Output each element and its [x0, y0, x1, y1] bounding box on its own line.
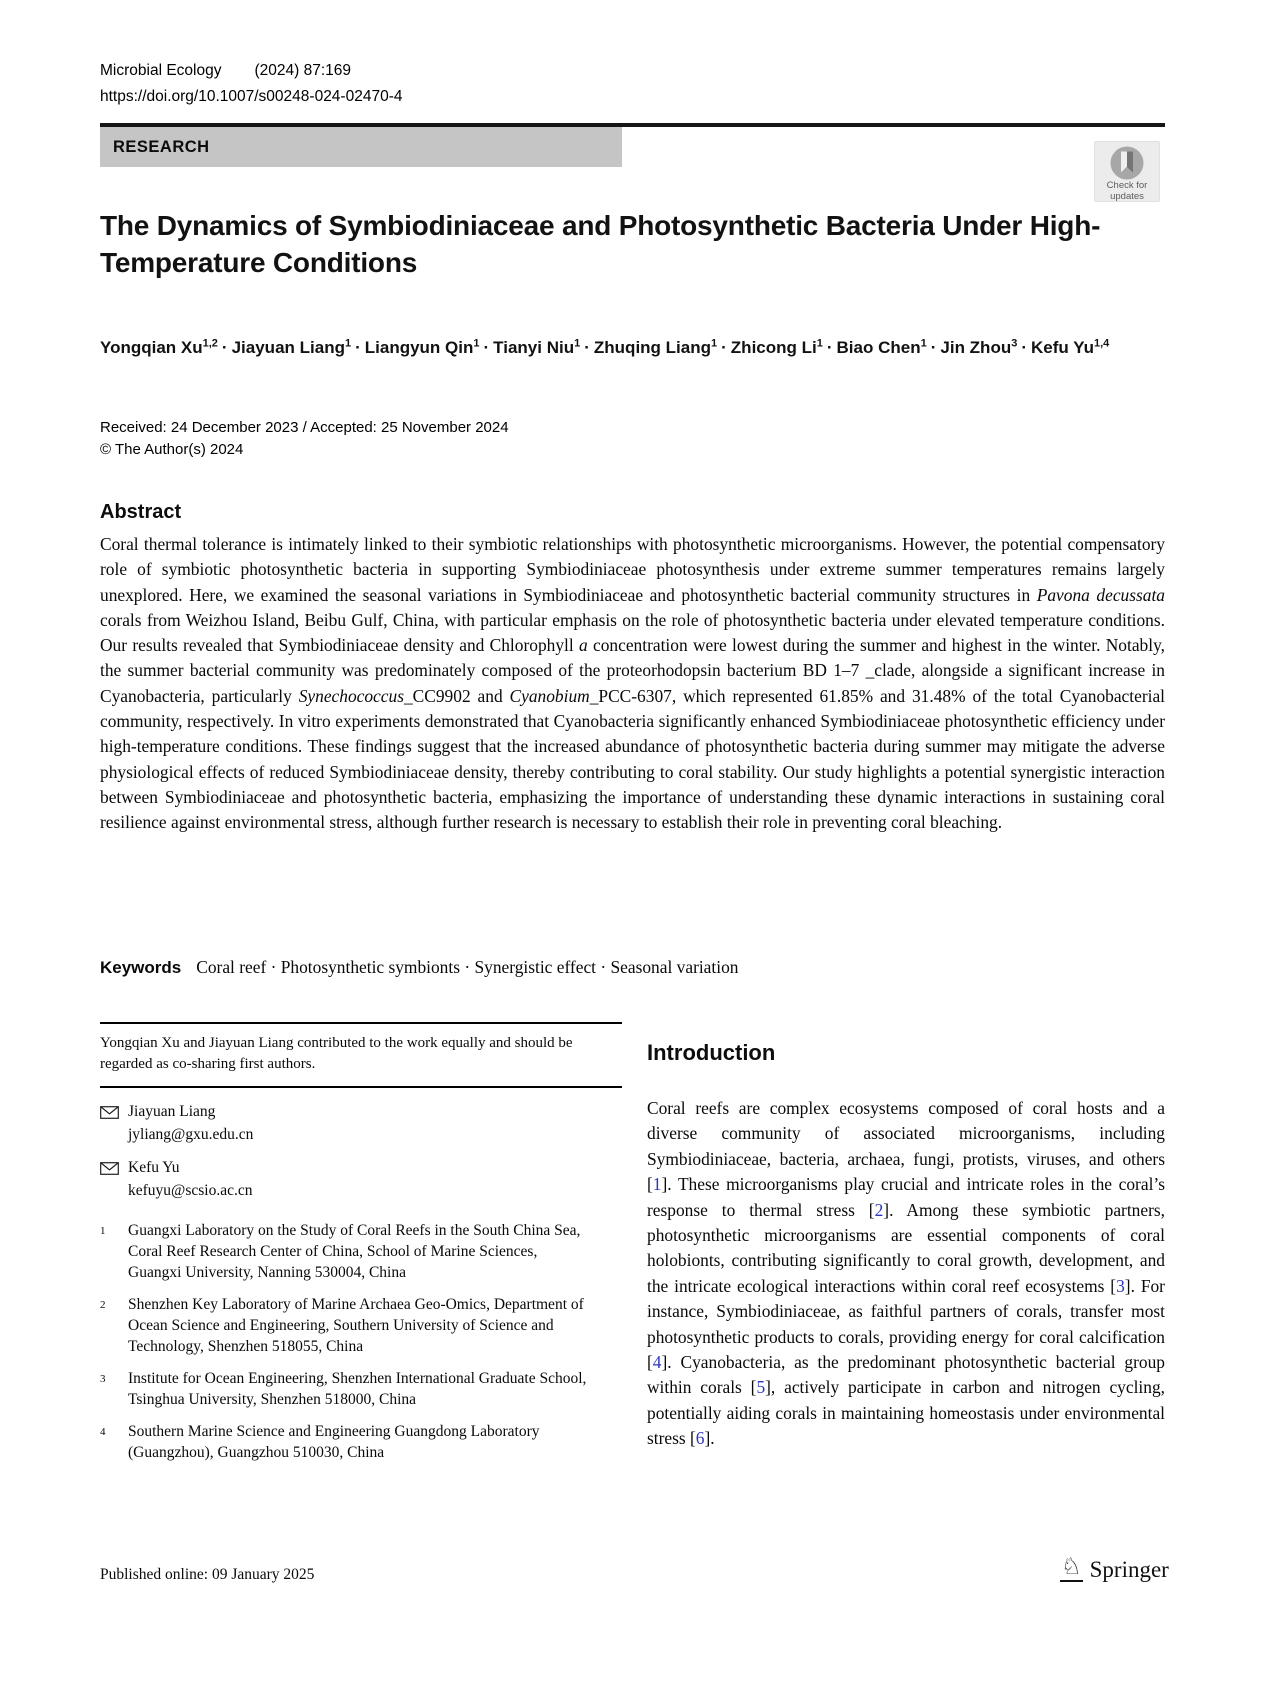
check-for-updates-badge[interactable] [1094, 141, 1160, 202]
citation-link-4[interactable]: 4 [652, 1352, 662, 1373]
author: Jin Zhou$^3$ [940, 337, 1018, 357]
citation-link-6[interactable]: 6 [695, 1428, 705, 1449]
footnote-column [100, 1022, 622, 1474]
badge-text-line1: Check for [1106, 180, 1148, 191]
keywords-list: Coral reef · Photosynthetic symbionts · Synergistic effect · Seasonal variation [196, 957, 739, 977]
introduction-text: Coral reefs are complex ecosystems composed of coral hosts and a diverse community of associated microorganisms, including Symbiodiniaceae, bacteria, archaea, fungi, protists, viruses, and others [1]. These microorganisms play crucial and intricate roles in the coral’s response to thermal stress [2]. Among these symbiotic partners, photosynthetic microorganisms are essential components of coral holobionts, contributing significantly to coral growth, development, and the intricate ecological interactions within coral reef ecosystems [3]. For instance, Symbiodiniaceae, as faithful partners of corals, transfer most photosynthetic products to corals, providing energy for coral calcification [4]. Cyanobacteria, as the predominant photosynthetic bacterial group within corals [5], actively participate in carbon and nitrogen cycling, potentially aiding corals in maintaining homeostasis under environmental stress [6]. [647, 1098, 1165, 1449]
chlorophyll-a-italic: a [579, 635, 588, 656]
affiliation-item [100, 1368, 622, 1410]
footnote-rule-second [100, 1086, 622, 1088]
correspondence-block [128, 1102, 253, 1145]
envelope-icon [100, 1102, 128, 1145]
affiliation-item [100, 1220, 622, 1283]
affiliation-item [100, 1294, 622, 1357]
species-name-italic: Pavona decussata [1036, 584, 1166, 605]
genus-name-italic: Cyanobium [509, 685, 590, 706]
received-accepted-dates: Received: 24 December 2023 / Accepted: 25 November 2024 [100, 419, 509, 436]
affiliation-number: 1 [100, 1225, 106, 1237]
corresponding-author-name: Kefu Yu [128, 1159, 180, 1176]
affiliation-text: Southern Marine Science and Engineering Guangdong Laboratory (Guangzhou), Guangzhou 510030, China [128, 1423, 540, 1461]
crossmark-bookmark-icon [1109, 145, 1145, 181]
author: Jiayuan Liang$^1$ [231, 337, 352, 357]
author-separator: · [355, 337, 361, 357]
introduction-heading: Introduction [647, 1040, 776, 1065]
author-list [100, 331, 1165, 360]
corresponding-author-name: Jiayuan Liang [128, 1103, 216, 1120]
citation-link-1[interactable]: 1 [652, 1174, 662, 1195]
doi-link[interactable]: https://doi.org/10.1007/s00248-024-02470-4 [100, 88, 403, 105]
author: Yongqian Xu$^{1,2}$ [100, 337, 218, 357]
correspondence-entry [100, 1102, 622, 1145]
article-type-label: RESEARCH [113, 138, 210, 156]
author-separator: · [930, 337, 937, 357]
journal-name: Microbial Ecology [100, 62, 222, 79]
author-separator: · [584, 337, 590, 357]
journal-issue: (2024) 87:169 [254, 62, 351, 79]
copyright-line: © The Author(s) 2024 [100, 441, 244, 458]
affiliation-number: 2 [100, 1299, 106, 1311]
author: Zhicong Li$^1$ [730, 337, 823, 357]
article-title: The Dynamics of Symbiodiniaceae and Photosynthetic Bacteria Under High-Temperature Conditions [100, 210, 1101, 278]
abstract-text: Coral thermal tolerance is intimately linked to their symbiotic relationships with photosynthetic microorganisms. However, the potential compensatory role of symbiotic photosynthetic bacteria in supporting Symbiodiniaceae photosynthesis under extreme summer temperatures remains largely unexplored. Here, we examined the seasonal variations in Symbiodiniaceae and photosynthetic bacterial community structures in Pavona decussata corals from Weizhou Island, Beibu Gulf, China, with particular emphasis on the role of photosynthetic bacteria under elevated temperature conditions. Our results revealed that Symbiodiniaceae density and Chlorophyll a concentration were lowest during the summer and highest in the winter. Notably, the summer bacterial community was predominately composed of the proteorhodopsin bacterium BD 1–7 _clade, alongside a significant increase in Cyanobacteria, particularly Synechococcus_CC9902 and Cyanobium_PCC-6307, which represented 61.85% and 31.48% of the total Cyanobacterial community, respectively. In vitro experiments demonstrated that Cyanobacteria significantly enhanced Symbiodiniaceae photosynthetic efficiency under high-temperature conditions. These findings suggest that the increased abundance of photosynthetic bacteria during summer may mitigate the adverse physiological effects of reduced Symbiodiniaceae density, thereby contributing to coral stability. Our study highlights a potential synergistic interaction between Symbiodiniaceae and photosynthetic bacteria, emphasizing the importance of understanding these dynamic interactions in sustaining coral resilience against environmental stress, although further research is necessary to establish their role in preventing coral bleaching. [100, 534, 1166, 833]
article-type-banner [100, 127, 622, 167]
abstract-heading: Abstract [100, 501, 182, 523]
author-separator: · [826, 337, 833, 357]
citation-link-2[interactable]: 2 [874, 1199, 884, 1220]
affiliation-text: Guangxi Laboratory on the Study of Coral Reefs in the South China Sea, Coral Reef Research Center of China, School of Marine Sciences, Guangxi University, Nanning 530004, China [128, 1222, 581, 1281]
badge-text-line2: updates [1110, 190, 1144, 202]
author-separator: · [1021, 337, 1028, 357]
corresponding-author-email[interactable]: jyliang@gxu.edu.cn [128, 1125, 254, 1143]
citation-link-5[interactable]: 5 [756, 1377, 766, 1398]
springer-knight-icon: ♘ [1061, 1554, 1082, 1580]
equal-contribution-note: Yongqian Xu and Jiayuan Liang contributed to the work equally and should be regarded as co-sharing first authors. [100, 1035, 573, 1072]
affiliation-number: 3 [100, 1373, 106, 1385]
affiliation-text: Shenzhen Key Laboratory of Marine Archaea Geo-Omics, Department of Ocean Science and Engineering, Southern University of Science and Technology, Shenzhen 518055, China [128, 1296, 584, 1355]
author: Liangyun Qin$^1$ [364, 337, 480, 357]
author: Tianyi Niu$^1$ [493, 337, 581, 357]
author: Biao Chen$^1$ [836, 337, 927, 357]
footnote-rule-top [100, 1022, 622, 1024]
author-separator: · [221, 337, 228, 357]
author: Kefu Yu$^{1,4}$ [1031, 337, 1110, 357]
affiliation-number: 4 [100, 1426, 106, 1438]
correspondence-block [128, 1158, 252, 1201]
introduction-section [647, 1040, 1165, 1452]
envelope-icon [100, 1158, 128, 1201]
correspondence-entry [100, 1158, 622, 1201]
journal-header-line [100, 62, 351, 80]
published-online-line: Published online: 09 January 2025 [100, 1566, 315, 1583]
author-separator: · [721, 337, 727, 357]
keywords-label: Keywords [100, 958, 182, 977]
genus-name-italic: Synechococcus [298, 685, 404, 706]
affiliation-text: Institute for Ocean Engineering, Shenzhen International Graduate School, Tsinghua University, Shenzhen 518000, China [128, 1370, 587, 1408]
author-separator: · [483, 337, 490, 357]
keywords-row [100, 957, 1165, 978]
affiliation-list [100, 1220, 622, 1463]
corresponding-author-email[interactable]: kefuyu@scsio.ac.cn [128, 1181, 253, 1199]
citation-link-3[interactable]: 3 [1116, 1275, 1125, 1296]
affiliation-item [100, 1421, 622, 1463]
publisher-name: Springer [1089, 1557, 1169, 1582]
publisher-logo [1060, 1556, 1169, 1582]
author: Zhuqing Liang$^1$ [593, 337, 718, 357]
